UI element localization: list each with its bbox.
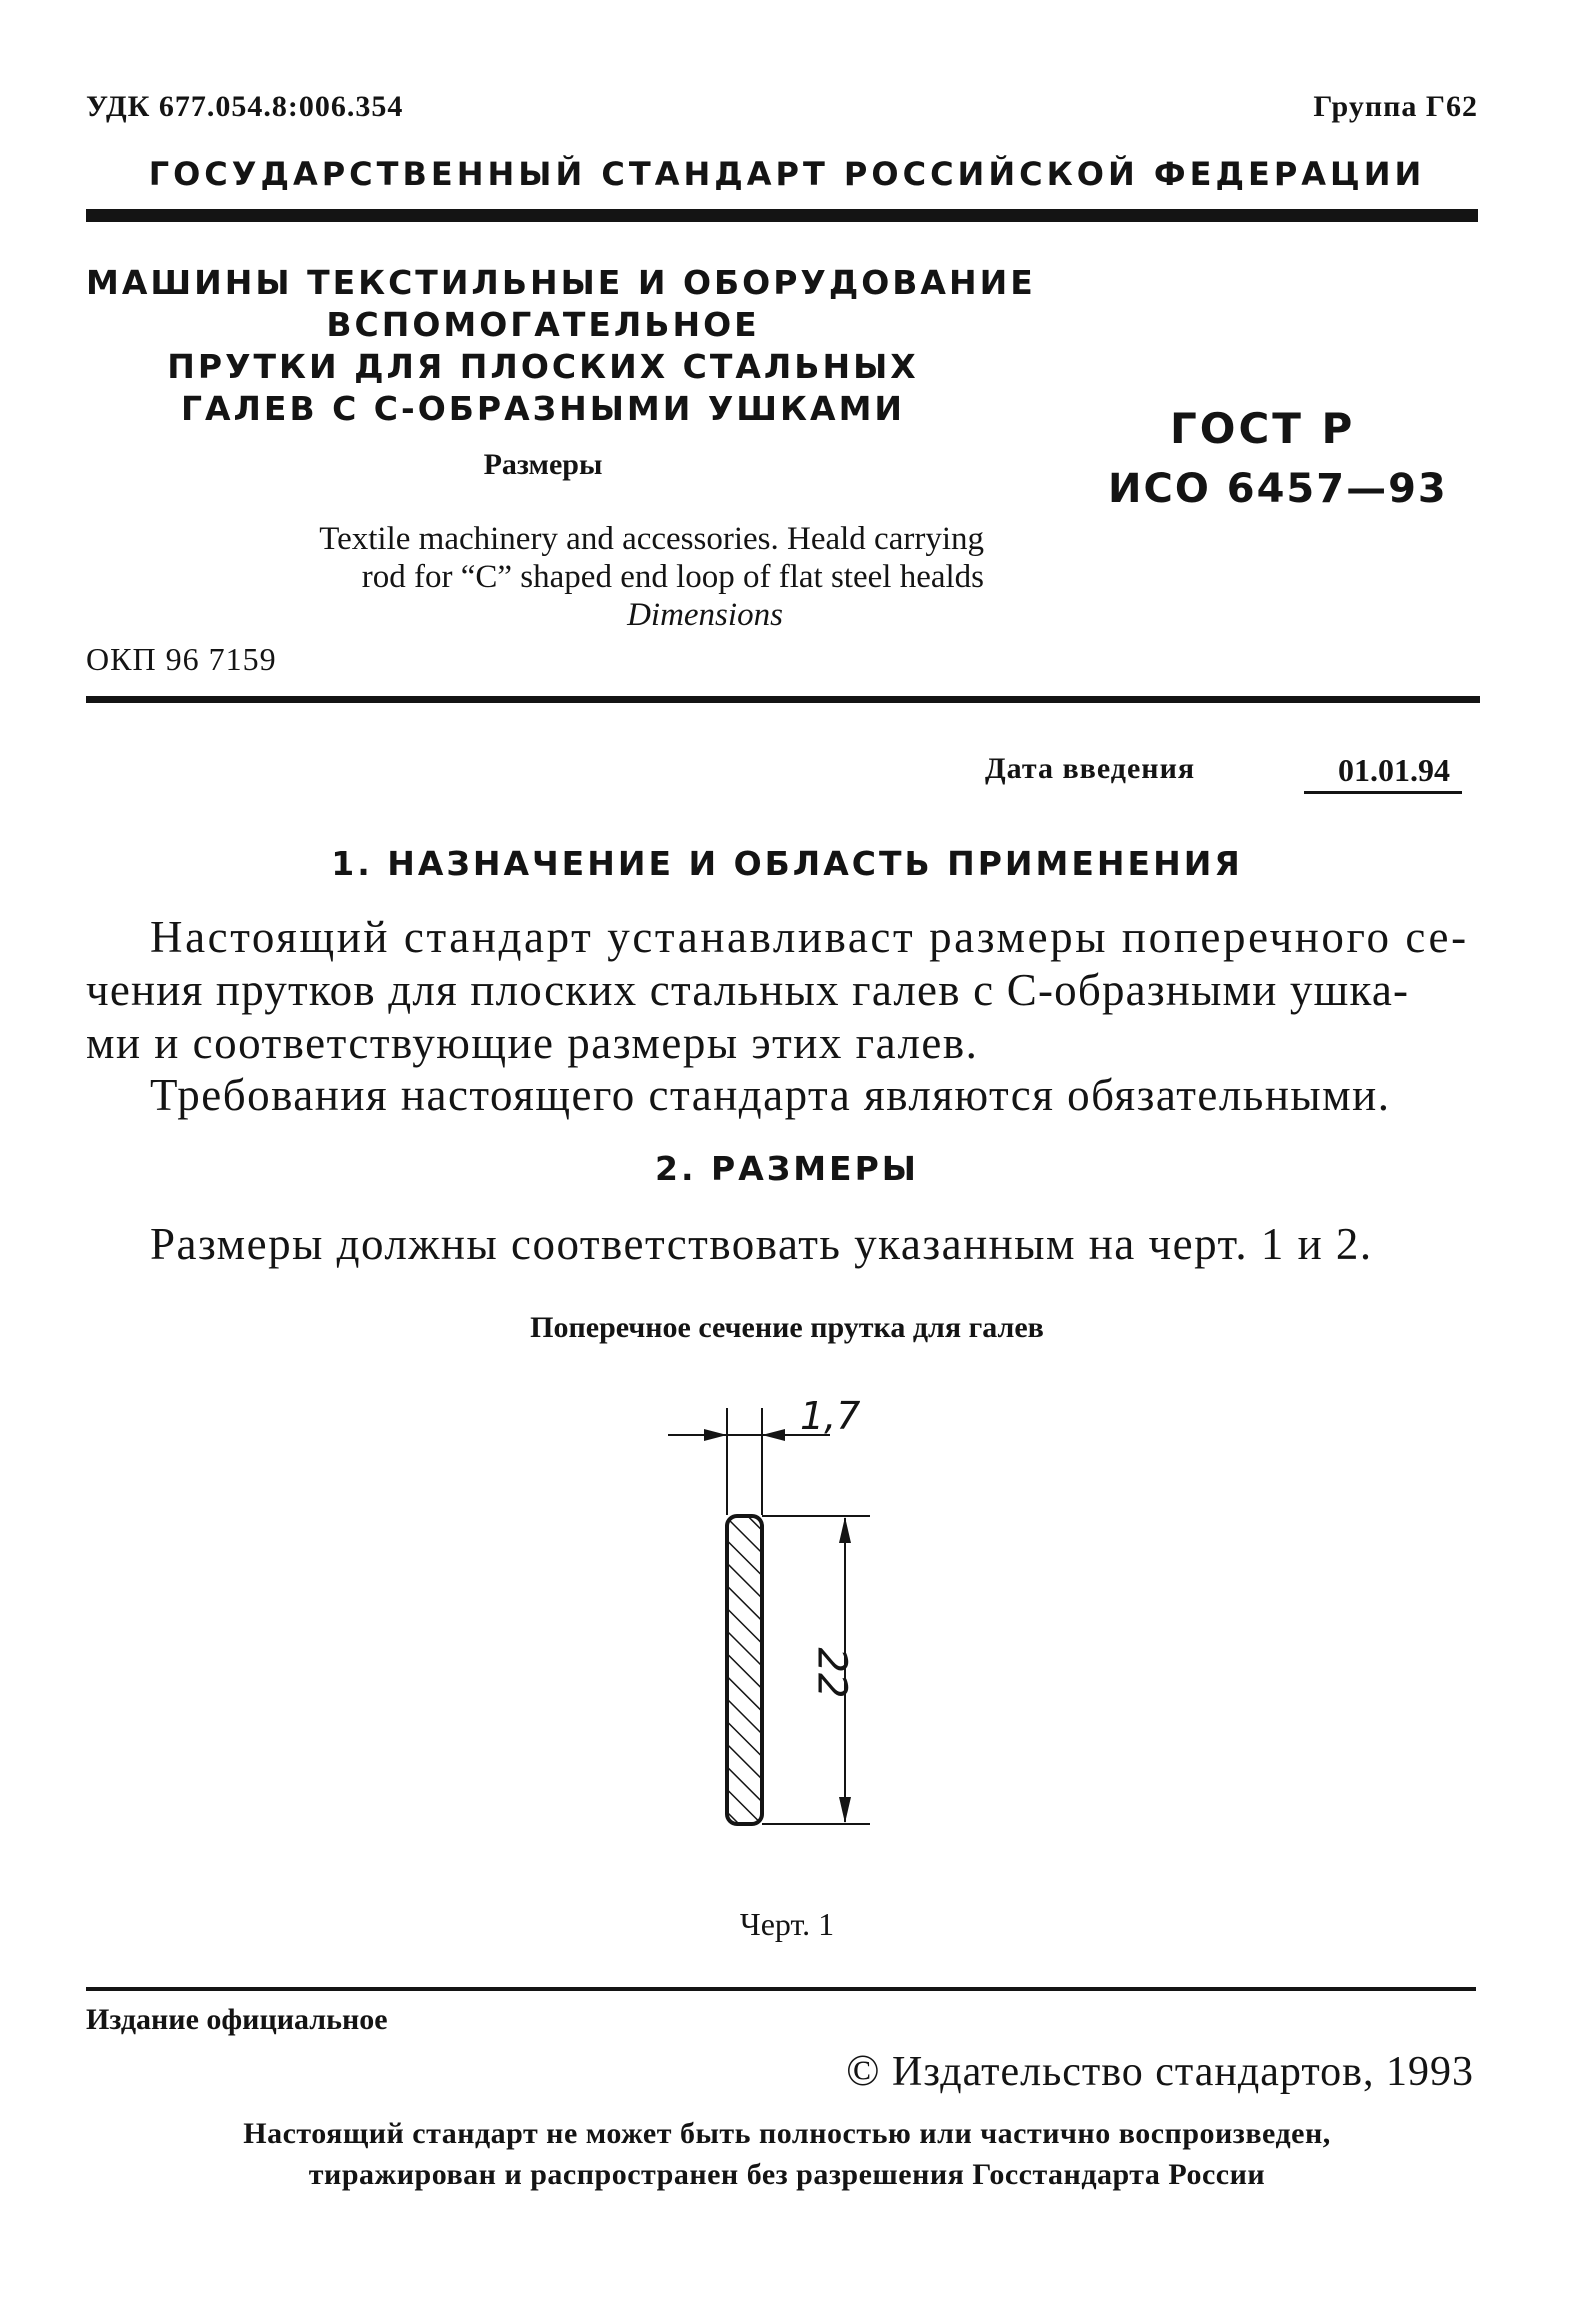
title-block [86, 262, 1036, 482]
english-title-line-3: Dimensions [627, 597, 783, 633]
intro-date-value: 01.01.94 [1338, 752, 1450, 788]
section-1-para-1-line-1: Настоящий стандарт устанавливаст размеры поперечного се- [150, 912, 1469, 962]
footer-rule [86, 1987, 1476, 1991]
english-title [86, 520, 984, 634]
reproduction-notice-line-1: Настоящий стандарт не может быть полностью или частично воспроизведен, [243, 2117, 1331, 2150]
udk-code: УДК 677.054.8:006.354 [86, 90, 404, 123]
section-1-para-1-line-2: чения прутков для плоских стальных галев с С-образными ушка- [86, 965, 1410, 1015]
rod-cross-section-drawing [650, 1390, 910, 1860]
height-arrow-bottom [839, 1797, 851, 1823]
intro-date-label: Дата введения [985, 752, 1196, 785]
section-2-para: Размеры должны соответствовать указанным на черт. 1 и 2. [150, 1219, 1373, 1269]
figure-label: Черт. 1 [739, 1906, 835, 1942]
header-thick-rule [86, 209, 1478, 222]
width-arrow-left [704, 1429, 727, 1441]
okp-code: ОКП 96 7159 [86, 641, 277, 677]
rod-section [727, 1516, 762, 1824]
copyright-icon: © [846, 2046, 881, 2095]
subtitle-dimensions: Размеры [483, 448, 603, 481]
copyright-line [846, 2045, 1474, 2096]
gost-number-line-2: ИСО 6457—93 [1108, 466, 1448, 512]
height-arrow-top [839, 1517, 851, 1543]
title-line-4: ГАЛЕВ С С-ОБРАЗНЫМИ УШКАМИ [180, 389, 906, 428]
intro-date-underline [1304, 791, 1462, 794]
section-1-para-2: Требования настоящего стандарта являются обязательными. [150, 1070, 1391, 1120]
title-block-rule [86, 696, 1480, 703]
figure-caption-title: Поперечное сечение прутка для галев [530, 1311, 1044, 1344]
english-title-line-2: rod for “C” shaped end loop of flat steel healds [361, 559, 984, 595]
section-1-para-1-line-3: ми и соответствующие размеры этих галев. [86, 1018, 979, 1068]
state-standard-heading: ГОСУДАРСТВЕННЫЙ СТАНДАРТ РОССИЙСКОЙ ФЕДЕРАЦИИ [148, 155, 1426, 193]
width-arrow-right [762, 1429, 785, 1441]
title-line-2: ВСПОМОГАТЕЛЬНОЕ [326, 305, 760, 344]
section-2-heading: 2. РАЗМЕРЫ [655, 1149, 919, 1188]
section-1-heading: 1. НАЗНАЧЕНИЕ И ОБЛАСТЬ ПРИМЕНЕНИЯ [331, 844, 1243, 883]
gost-number-line-1: ГОСТ Р [1170, 404, 1356, 453]
dimension-width-label: 1,7 [800, 1394, 861, 1438]
copyright-text: Издательство стандартов, 1993 [892, 2049, 1474, 2095]
title-line-1: МАШИНЫ ТЕКСТИЛЬНЫЕ И ОБОРУДОВАНИЕ [86, 263, 1036, 302]
group-code: Группа Г62 [1313, 90, 1478, 123]
reproduction-notice-line-2: тиражирован и распространен без разрешения Госстандарта России [308, 2158, 1266, 2191]
title-line-3: ПРУТКИ ДЛЯ ПЛОСКИХ СТАЛЬНЫХ [167, 347, 919, 386]
dimension-height-label: 22 [808, 1647, 855, 1699]
official-edition: Издание официальное [86, 2003, 388, 2036]
english-title-line-1: Textile machinery and accessories. Heald carrying [319, 521, 984, 557]
